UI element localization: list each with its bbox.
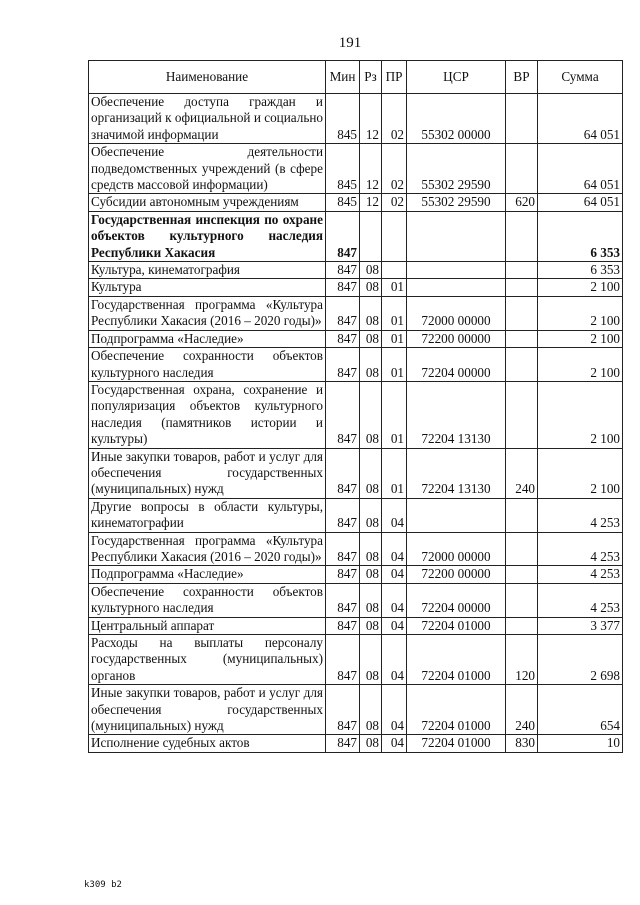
cell-vr: 830: [506, 735, 538, 752]
cell-sum: 10: [538, 735, 623, 752]
table-row: [89, 498, 623, 532]
cell-name: Иные закупки товаров, работ и услуг для обеспечения государственных (муниципальных) нужд: [89, 448, 326, 498]
cell-sum: 2 698: [538, 635, 623, 685]
cell-name: Государственная инспекция по охране объектов культурного наследия Республики Хакасия: [89, 211, 326, 261]
cell-sum: 64 051: [538, 144, 623, 194]
cell-rz: 08: [360, 583, 382, 617]
cell-pr: 04: [382, 685, 407, 735]
cell-vr: [506, 296, 538, 330]
table-header-row: [89, 61, 623, 94]
cell-min: 847: [326, 685, 360, 735]
cell-sum: 64 051: [538, 94, 623, 144]
table-body: [89, 94, 623, 753]
cell-pr: 01: [382, 448, 407, 498]
cell-pr: 02: [382, 194, 407, 211]
cell-csr: [407, 262, 506, 279]
cell-min: 847: [326, 448, 360, 498]
cell-vr: [506, 330, 538, 347]
cell-vr: [506, 498, 538, 532]
cell-vr: [506, 381, 538, 448]
cell-csr: 72200 00000: [407, 330, 506, 347]
cell-min: 847: [326, 348, 360, 382]
cell-rz: [360, 211, 382, 261]
cell-pr: 02: [382, 144, 407, 194]
table-row: [89, 635, 623, 685]
cell-min: 847: [326, 330, 360, 347]
table-row: [89, 583, 623, 617]
cell-sum: 4 253: [538, 498, 623, 532]
table-row: [89, 94, 623, 144]
cell-name: Другие вопросы в области культуры, кинематографии: [89, 498, 326, 532]
cell-name: Обеспечение сохранности объектов культурного наследия: [89, 348, 326, 382]
cell-name: Обеспечение сохранности объектов культурного наследия: [89, 583, 326, 617]
table-row: [89, 735, 623, 752]
cell-pr: 01: [382, 296, 407, 330]
cell-rz: 08: [360, 348, 382, 382]
cell-rz: 08: [360, 735, 382, 752]
column-header-pr: ПР: [382, 61, 407, 94]
cell-min: 845: [326, 94, 360, 144]
table-row: [89, 296, 623, 330]
cell-pr: 04: [382, 532, 407, 566]
cell-sum: 6 353: [538, 262, 623, 279]
table-row: [89, 144, 623, 194]
table-row: [89, 381, 623, 448]
cell-csr: 72000 00000: [407, 296, 506, 330]
cell-rz: 08: [360, 262, 382, 279]
cell-vr: [506, 532, 538, 566]
cell-rz: 08: [360, 617, 382, 634]
cell-vr: [506, 566, 538, 583]
cell-pr: 01: [382, 348, 407, 382]
cell-min: 847: [326, 617, 360, 634]
column-header-name: Наименование: [89, 61, 326, 94]
cell-name: Обеспечение доступа граждан и организаций к официальной и социально значимой информации: [89, 94, 326, 144]
cell-pr: 01: [382, 330, 407, 347]
cell-vr: [506, 348, 538, 382]
cell-rz: 08: [360, 381, 382, 448]
cell-vr: [506, 211, 538, 261]
cell-pr: 04: [382, 735, 407, 752]
cell-rz: 08: [360, 685, 382, 735]
cell-rz: 12: [360, 94, 382, 144]
cell-sum: 64 051: [538, 194, 623, 211]
cell-pr: 04: [382, 498, 407, 532]
cell-pr: [382, 262, 407, 279]
cell-min: 845: [326, 144, 360, 194]
cell-vr: 620: [506, 194, 538, 211]
cell-vr: 240: [506, 685, 538, 735]
cell-sum: 6 353: [538, 211, 623, 261]
cell-min: 847: [326, 296, 360, 330]
cell-pr: 04: [382, 566, 407, 583]
cell-csr: 55302 00000: [407, 94, 506, 144]
table-row: [89, 448, 623, 498]
table-row: [89, 279, 623, 296]
cell-pr: 01: [382, 279, 407, 296]
cell-sum: 2 100: [538, 348, 623, 382]
cell-rz: 08: [360, 566, 382, 583]
cell-pr: 02: [382, 94, 407, 144]
column-header-sum: Сумма: [538, 61, 623, 94]
cell-rz: 08: [360, 448, 382, 498]
budget-table: [88, 60, 623, 753]
cell-csr: 72200 00000: [407, 566, 506, 583]
cell-min: 847: [326, 262, 360, 279]
column-header-vr: ВР: [506, 61, 538, 94]
cell-sum: 2 100: [538, 330, 623, 347]
cell-csr: [407, 498, 506, 532]
cell-name: Подпрограмма «Наследие»: [89, 566, 326, 583]
cell-vr: [506, 279, 538, 296]
cell-sum: 2 100: [538, 381, 623, 448]
cell-name: Исполнение судебных актов: [89, 735, 326, 752]
cell-csr: [407, 279, 506, 296]
cell-rz: 08: [360, 296, 382, 330]
column-header-rz: Рз: [360, 61, 382, 94]
table-row: [89, 194, 623, 211]
cell-sum: 2 100: [538, 279, 623, 296]
cell-csr: 72204 00000: [407, 583, 506, 617]
cell-csr: 72204 00000: [407, 348, 506, 382]
cell-min: 847: [326, 211, 360, 261]
cell-name: Расходы на выплаты персоналу государственных (муниципальных) органов: [89, 635, 326, 685]
cell-rz: 08: [360, 532, 382, 566]
column-header-min: Мин: [326, 61, 360, 94]
cell-pr: 04: [382, 617, 407, 634]
cell-name: Подпрограмма «Наследие»: [89, 330, 326, 347]
table-row: [89, 532, 623, 566]
table-row: [89, 348, 623, 382]
cell-name: Субсидии автономным учреждениям: [89, 194, 326, 211]
table-row: [89, 566, 623, 583]
cell-sum: 4 253: [538, 532, 623, 566]
cell-name: Государственная охрана, сохранение и популяризация объектов культурного наследия (памятников истории и культуры): [89, 381, 326, 448]
cell-rz: 08: [360, 498, 382, 532]
cell-rz: 08: [360, 330, 382, 347]
cell-csr: 55302 29590: [407, 144, 506, 194]
cell-name: Обеспечение деятельности подведомственных учреждений (в сфере средств массовой информации): [89, 144, 326, 194]
footer-code: k309 b2: [84, 880, 122, 890]
cell-name: Иные закупки товаров, работ и услуг для обеспечения государственных (муниципальных) нужд: [89, 685, 326, 735]
cell-min: 845: [326, 194, 360, 211]
cell-csr: 72204 01000: [407, 635, 506, 685]
cell-min: 847: [326, 566, 360, 583]
cell-min: 847: [326, 635, 360, 685]
cell-name: Культура: [89, 279, 326, 296]
cell-name: Государственная программа «Культура Республики Хакасия (2016 – 2020 годы)»: [89, 532, 326, 566]
cell-min: 847: [326, 735, 360, 752]
cell-vr: 120: [506, 635, 538, 685]
cell-sum: 2 100: [538, 448, 623, 498]
cell-csr: 55302 29590: [407, 194, 506, 211]
cell-csr: 72000 00000: [407, 532, 506, 566]
cell-pr: 04: [382, 635, 407, 685]
cell-vr: [506, 144, 538, 194]
cell-vr: [506, 262, 538, 279]
cell-csr: 72204 01000: [407, 617, 506, 634]
cell-rz: 12: [360, 194, 382, 211]
cell-name: Государственная программа «Культура Республики Хакасия (2016 – 2020 годы)»: [89, 296, 326, 330]
cell-min: 847: [326, 498, 360, 532]
cell-sum: 4 253: [538, 566, 623, 583]
cell-min: 847: [326, 532, 360, 566]
page-number: 191: [338, 35, 362, 51]
cell-pr: [382, 211, 407, 261]
cell-min: 847: [326, 279, 360, 296]
cell-rz: 08: [360, 635, 382, 685]
table-row: [89, 211, 623, 261]
column-header-csr: ЦСР: [407, 61, 506, 94]
cell-vr: [506, 94, 538, 144]
cell-pr: 01: [382, 381, 407, 448]
cell-rz: 12: [360, 144, 382, 194]
cell-rz: 08: [360, 279, 382, 296]
cell-vr: 240: [506, 448, 538, 498]
cell-name: Центральный аппарат: [89, 617, 326, 634]
cell-pr: 04: [382, 583, 407, 617]
cell-vr: [506, 617, 538, 634]
cell-csr: 72204 01000: [407, 685, 506, 735]
cell-csr: [407, 211, 506, 261]
table-row: [89, 262, 623, 279]
cell-csr: 72204 13130: [407, 448, 506, 498]
cell-name: Культура, кинематография: [89, 262, 326, 279]
table-row: [89, 685, 623, 735]
cell-sum: 2 100: [538, 296, 623, 330]
cell-vr: [506, 583, 538, 617]
cell-sum: 3 377: [538, 617, 623, 634]
cell-sum: 4 253: [538, 583, 623, 617]
table-row: [89, 330, 623, 347]
cell-min: 847: [326, 381, 360, 448]
cell-sum: 654: [538, 685, 623, 735]
cell-csr: 72204 13130: [407, 381, 506, 448]
cell-csr: 72204 01000: [407, 735, 506, 752]
cell-min: 847: [326, 583, 360, 617]
table-row: [89, 617, 623, 634]
